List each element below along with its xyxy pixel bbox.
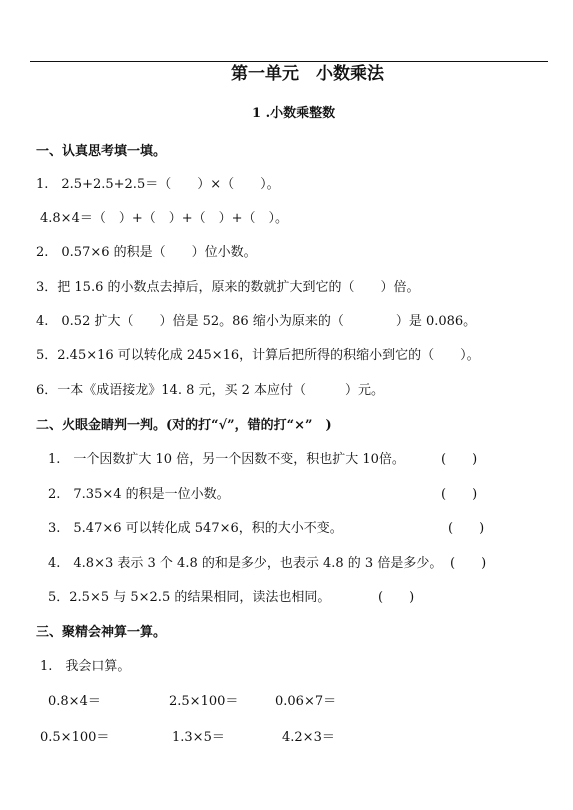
judge-item-2: 2. 7.35×4 的积是一位小数。 xyxy=(48,487,230,502)
judge-item-2-mark: ( ) xyxy=(441,487,478,502)
fill-item-1b: 4.8×4＝（ ）+（ ）+（ ）+（ ）。 xyxy=(40,211,289,226)
calc-item: 1.3×5＝ xyxy=(172,730,225,745)
calc-item: 0.8×4＝ xyxy=(48,694,101,709)
calc-item: 0.5×100＝ xyxy=(40,730,110,745)
page-title: 第一单元 小数乘法 xyxy=(231,64,384,84)
fill-item-6: 6．一本《成语接龙》14. 8 元，买 2 本应付（ ）元。 xyxy=(36,383,385,398)
judge-item-5-mark: ( ) xyxy=(378,590,415,605)
judge-item-4-mark: ( ) xyxy=(450,556,487,571)
fill-item-1: 1. 2.5+2.5+2.5＝（ ）×（ ）。 xyxy=(36,177,280,192)
top-rule xyxy=(30,61,548,62)
judge-item-5: 5．2.5×5 与 5×2.5 的结果相同，读法也相同。 xyxy=(48,590,331,605)
fill-item-2: 2. 0.57×6 的积是（ ）位小数。 xyxy=(36,245,257,260)
judge-item-4: 4. 4.8×3 表示 3 个 4.8 的和是多少，也表示 4.8 的 3 倍是多少。 xyxy=(48,556,443,571)
judge-item-3: 3. 5.47×6 可以转化成 547×6，积的大小不变。 xyxy=(48,521,343,536)
section-3-heading: 三、聚精会神算一算。 xyxy=(36,625,167,640)
judge-item-3-mark: ( ) xyxy=(448,521,485,536)
oral-calc-subheading: 1. 我会口算。 xyxy=(40,659,131,674)
judge-item-1: 1. 一个因数扩大 10 倍，另一个因数不变，积也扩大 10倍。 xyxy=(48,452,405,467)
section-1-heading: 一、认真思考填一填。 xyxy=(36,144,167,159)
calc-item: 2.5×100＝ xyxy=(169,694,239,709)
fill-item-5: 5．2.45×16 可以转化成 245×16，计算后把所得的积缩小到它的（ ）。 xyxy=(36,348,480,363)
lesson-subtitle: 1 .小数乘整数 xyxy=(252,106,336,121)
section-2-heading: 二、火眼金睛判一判。(对的打“√”，错的打“×” ) xyxy=(36,418,332,433)
calc-item: 0.06×7＝ xyxy=(275,694,337,709)
fill-item-3: 3．把 15.6 的小数点去掉后，原来的数就扩大到它的（ ）倍。 xyxy=(36,280,420,295)
fill-item-4: 4. 0.52 扩大（ ）倍是 52。86 缩小为原来的（ ）是 0.086。 xyxy=(36,314,477,329)
judge-item-1-mark: ( ) xyxy=(441,452,478,467)
calc-item: 4.2×3＝ xyxy=(282,730,335,745)
